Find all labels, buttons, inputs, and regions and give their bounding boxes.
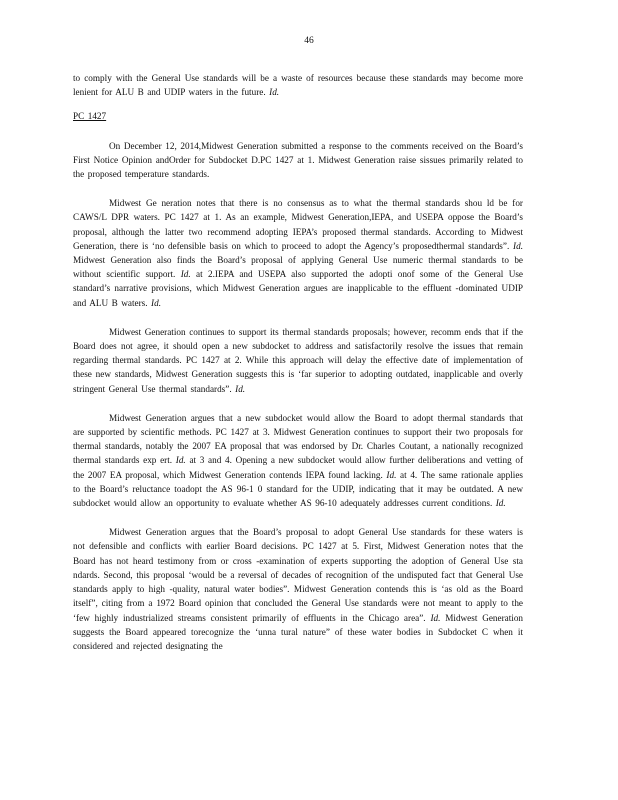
- intro-text: to comply with the General Use standards will be a waste of resources because these standards may become more lenient for ALU B and UDIP waters in the future.: [73, 73, 523, 98]
- paragraph-2: [73, 196, 523, 310]
- page-body: [73, 71, 523, 653]
- citation: Id.: [430, 612, 441, 623]
- paragraph-text: at 3 and 4. Opening a new subdocket would allow further deliberations and vetting of the 2007 EA proposal, which Midwest Generation contends IEPA found lacking.: [73, 455, 523, 480]
- paragraph-5: [73, 525, 523, 653]
- citation: Id.: [269, 87, 280, 98]
- citation: Id.: [513, 240, 523, 251]
- citation: Id.: [175, 455, 186, 466]
- paragraph-1: [73, 139, 523, 182]
- citation: Id.: [386, 469, 397, 480]
- intro-paragraph: [73, 71, 523, 99]
- section-heading-line: [73, 109, 523, 123]
- paragraph-text: at 4. The same rationale applies to the Board’s reluctance toadopt the AS 96-1 0 standard for the UDIP, indicating that it may be outdated. A new subdocket would allow an opportunity to evaluate whether AS 96-10 adequately addresses current conditions.: [73, 469, 523, 509]
- section-heading: PC 1427: [73, 111, 107, 122]
- paragraph-text: Midwest Generation continues to support its thermal standards proposals; however, recomm ends that if the Board does not agree, it should open a new subdocket to address and satisfactorily resolve the issues that remain regarding thermal standards. PC 1427 at 2. While this approach will delay the effective date of implementation of these new standards, Midwest Generation suggests this is ‘far superior to adopting outdated, inapplicable and overly stringent General Use thermal standards”.: [73, 326, 523, 394]
- paragraph-4: [73, 411, 523, 510]
- paragraph-text: Midwest Generation suggests the Board appeared torecognize the ‘unna tural nature” of these water bodies in Subdocket C when it considered and rejected designating the: [73, 612, 524, 651]
- citation: Id.: [180, 269, 191, 280]
- paragraph-text: Midwest Generation argues that a new subdocket would allow the Board to adopt thermal standards that are supported by scientific methods. PC 1427 at 3. Midwest Generation continues to support their two proposals for thermal standards, notably the 2007 EA proposal that was endorsed by Dr. Charles Coutant, a nationally recognized thermal standards exp ert.: [73, 412, 523, 466]
- page-number: 46: [304, 36, 314, 46]
- paragraph-3: [73, 325, 523, 396]
- citation: Id.: [235, 383, 246, 394]
- paragraph-text: Midwest Generation argues that the Board’s proposal to adopt General Use standards for these waters is not defensible and conflicts with earlier Board decisions. PC 1427 at 5. First, Midwest Generation notes that the Board has not heard testimony from or cross -examination of experts supporting the adoption of General Use sta ndards. Second, this proposal ‘would be a reversal of decades of recognition of the undisputed fact that General Use standards apply to high -quality, natural water bodies”. Midwest Generation contends this is ‘as old as the Board itself”, citing from a 1972 Board opinion that concluded the General Use standards were not meant to apply to the ‘few highly industrialized streams consistent primarily of effluents in the Chicago area”.: [73, 527, 523, 623]
- paragraph-text: at 2.IEPA and USEPA also supported the adopti onof some of the General Use standard’s narrative provisions, which Midwest Generation argues are inapplicable to the effluent -dominated UDIP and ALU B waters.: [73, 269, 524, 308]
- paragraph-text: On December 12, 2014,Midwest Generation submitted a response to the comments received on the Board’s First Notice Opinion andOrder for Subdocket D.PC 1427 at 1. Midwest Generation raise sissues primarily related to the proposed temperature standards.: [73, 140, 523, 180]
- paragraph-text: Midwest Ge neration notes that there is no consensus as to what the thermal standards shou ld be for CAWS/L DPR waters. PC 1427 at 1. As an example, Midwest Generation,IEPA, and USEPA oppose the Board’s proposal, although the latter two recommend adopting IEPA’s proposed thermal standards. According to Midwest Generation, there is ‘no defensible basis on which to proceed to adopt the Agency’s proposedthermal standards”.: [73, 198, 523, 251]
- paragraph-text: Midwest Generation also finds the Board’s proposal of applying General Use numeric thermal standards to be without scientific support.: [73, 255, 523, 280]
- citation: Id.: [151, 297, 161, 308]
- citation: Id.: [495, 498, 506, 509]
